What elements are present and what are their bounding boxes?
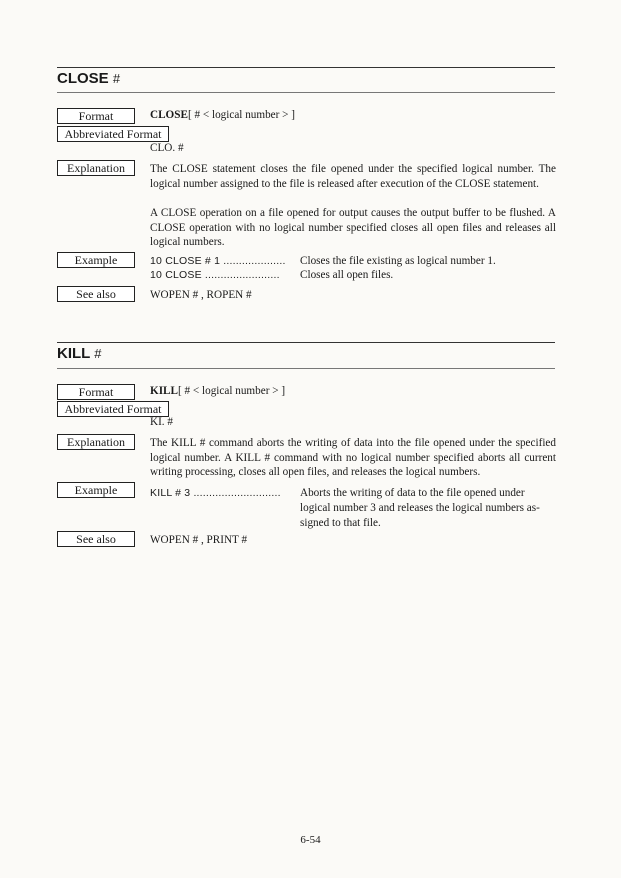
kill-explanation-label: Explanation: [57, 434, 135, 450]
kill-example-desc-1: Aborts the writing of data to the file opened under: [300, 487, 525, 499]
top-rule: [57, 67, 555, 68]
close-heading-underline: [57, 92, 555, 93]
page-number: 6-54: [300, 834, 321, 846]
kill-top-rule: [57, 342, 555, 343]
kill-abbrev-label: Abbreviated Format: [57, 401, 169, 417]
close-format-args: [ # < logical number > ]: [187, 109, 295, 121]
kill-example-desc-2: logical number 3 and releases the logical numbers as-: [300, 502, 540, 514]
kill-heading-hash: #: [94, 346, 102, 361]
close-example-1-desc: Closes the file existing as logical number 1.: [300, 255, 496, 267]
close-format-syntax: [150, 108, 295, 123]
close-example-1-code: 10 CLOSE # 1 ....................: [150, 255, 286, 267]
kill-example-label: Example: [57, 482, 135, 498]
close-explanation-2: A CLOSE operation on a file opened for output causes the output buffer to be flushed. A CLOSE operation with no logical number specified closes all open files and releases all logical numbers.: [150, 207, 556, 249]
close-heading: [57, 70, 120, 87]
close-explanation-label: Explanation: [57, 160, 135, 176]
close-heading-text: CLOSE: [57, 70, 109, 87]
kill-format-args: [ # < logical number > ]: [177, 385, 286, 397]
close-format-cmd: CLOSE: [150, 109, 188, 121]
close-example-label: Example: [57, 252, 135, 268]
close-abbrev-label: Abbreviated Format: [57, 126, 169, 142]
kill-format-cmd: KILL: [150, 385, 178, 397]
close-heading-hash: #: [112, 71, 121, 86]
close-format-label: Format: [57, 108, 135, 124]
close-explanation-1: The CLOSE statement closes the file opened under the specified logical number. The logical number assigned to the file is released after execution of the CLOSE statement.: [150, 163, 556, 190]
close-see-also-value: WOPEN # , ROPEN #: [150, 289, 252, 301]
close-example-2-desc: Closes all open files.: [300, 269, 394, 281]
kill-explanation: The KILL # command aborts the writing of data into the file opened under the specified logical number. A KILL # command with no logical number specified aborts all current writing processing, closes all open files, and releases the logical numbers.: [150, 437, 556, 479]
kill-see-also-value: WOPEN # , PRINT #: [150, 534, 248, 546]
kill-heading-underline: [57, 368, 555, 369]
close-see-also-label: See also: [57, 286, 135, 302]
kill-format-label: Format: [57, 384, 135, 400]
close-example-2-code: 10 CLOSE ........................: [150, 269, 280, 281]
kill-heading: [57, 345, 101, 362]
kill-example-code: KILL # 3 ............................: [150, 487, 281, 499]
kill-format-syntax: [150, 384, 285, 399]
kill-abbrev-value: KI. #: [150, 416, 173, 428]
kill-see-also-label: See also: [57, 531, 135, 547]
close-abbrev-value: CLO. #: [150, 142, 184, 154]
kill-example-desc-3: signed to that file.: [300, 517, 381, 529]
kill-heading-text: KILL: [57, 345, 91, 362]
